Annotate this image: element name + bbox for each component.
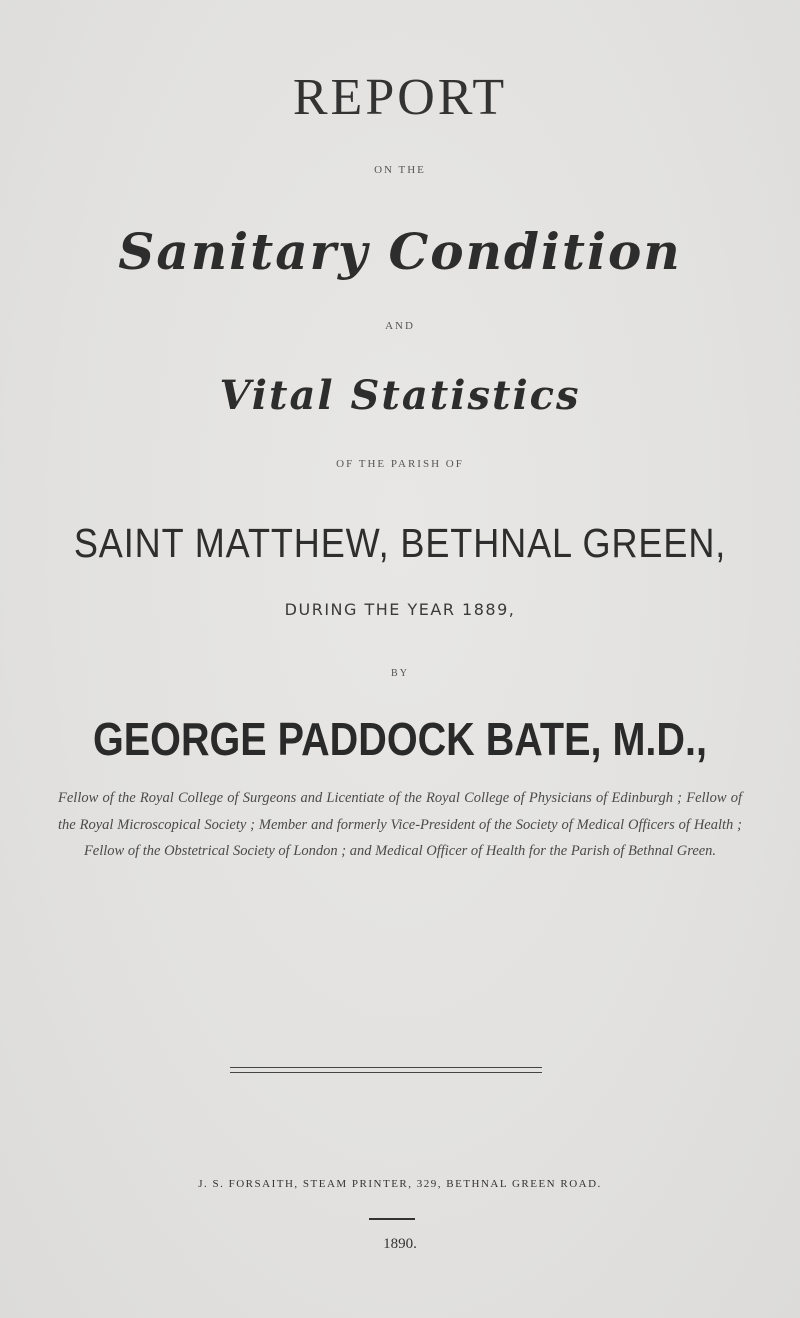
publication-year: 1890. — [383, 1236, 417, 1252]
author-qualifications: Fellow of the Royal College of Surgeons and Licentiate of the Royal College of Physicians of Edinburgh ; Fellow of the Royal Microscopical Society ; Member and formerly Vice-President of the Society of Medical Officers of Health ; Fellow of the Obstetrical Society of London ; and Medical Officer of Health for the Parish of Bethnal Green. — [58, 790, 742, 859]
parish-name: SAINT MATTHEW, BETHNAL GREEN, — [73, 520, 727, 566]
title-sanitary-condition: Sanitary Condition — [118, 222, 682, 281]
short-rule-divider — [369, 1218, 415, 1220]
double-rule-divider — [230, 1067, 542, 1073]
on-the-label: ON THE — [374, 164, 426, 176]
and-label: AND — [385, 320, 415, 332]
title-vital-statistics: Vital Statistics — [219, 372, 581, 419]
of-the-parish-label: OF THE PARISH OF — [336, 458, 464, 470]
author-name: GEORGE PADDOCK BATE, M.D., — [93, 713, 707, 765]
printer-imprint: J. S. FORSAITH, STEAM PRINTER, 329, BETHNAL GREEN ROAD. — [198, 1178, 602, 1190]
report-heading: REPORT — [292, 69, 508, 126]
report-year: DURING THE YEAR 1889, — [284, 600, 516, 619]
by-label: BY — [391, 668, 409, 679]
